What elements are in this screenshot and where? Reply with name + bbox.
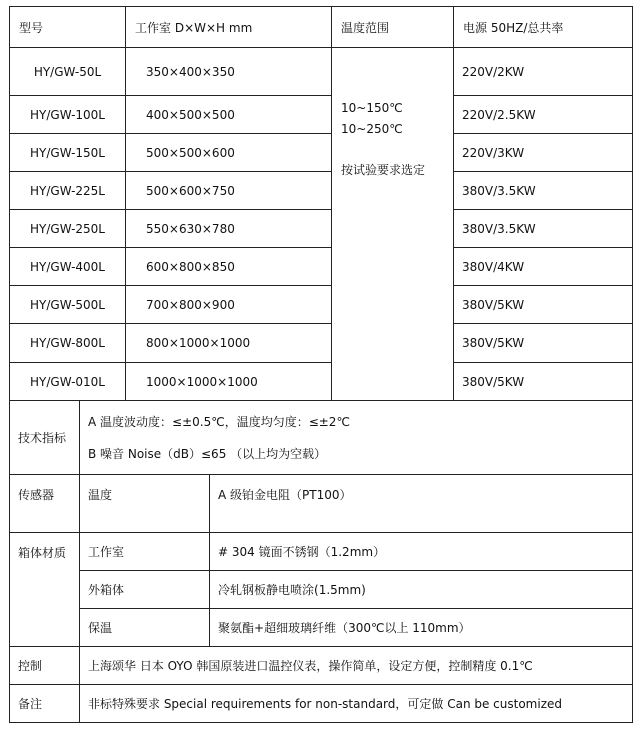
model-cell: HY/GW-800L [10,324,126,363]
size-cell: 500×600×750 [126,172,332,210]
power-cell: 220V/2.5KW [454,96,633,134]
material-row [10,609,633,647]
size-cell: 500×500×600 [126,134,332,172]
material-row [10,533,633,571]
material-value: # 304 镜面不锈钢（1.2mm） [210,533,633,571]
material-label: 箱体材质 [10,533,80,647]
material-sub: 工作室 [80,533,210,571]
temp-range-note: 按试验要求选定 [341,163,426,177]
tech-spec-value [80,401,633,475]
size-cell: 550×630×780 [126,210,332,248]
sensor-value: A 级铂金电阻（PT100） [210,475,633,533]
temp-range-cell [332,48,454,401]
header-model: 型号 [10,7,126,48]
table-row [10,324,633,363]
temp-range-1: 10~150℃ [341,101,403,115]
material-row [10,571,633,609]
table-row [10,286,633,324]
table-row [10,48,633,96]
tech-spec-a: A 温度波动度：≤±0.5℃，温度均匀度：≤±2℃ [88,414,350,429]
model-cell: HY/GW-010L [10,363,126,401]
size-cell: 800×1000×1000 [126,324,332,363]
size-cell: 600×800×850 [126,248,332,286]
model-cell: HY/GW-150L [10,134,126,172]
power-cell: 220V/2KW [454,48,633,96]
header-row [10,7,633,48]
material-value: 聚氨酯+超细玻璃纤维（300℃以上 110mm） [210,609,633,647]
size-cell: 700×800×900 [126,286,332,324]
sensor-sub: 温度 [80,475,210,533]
tech-spec-row [10,401,633,475]
power-cell: 380V/3.5KW [454,172,633,210]
power-cell: 380V/4KW [454,248,633,286]
table-row [10,210,633,248]
remark-row [10,685,633,723]
power-cell: 380V/5KW [454,363,633,401]
table-row [10,172,633,210]
table-row [10,248,633,286]
size-cell: 1000×1000×1000 [126,363,332,401]
tech-spec-label: 技术指标 [10,401,80,475]
material-sub: 外箱体 [80,571,210,609]
model-cell: HY/GW-400L [10,248,126,286]
header-power: 电源 50HZ/总共率 [454,7,633,48]
power-cell: 380V/3.5KW [454,210,633,248]
model-cell: HY/GW-250L [10,210,126,248]
control-label: 控制 [10,647,80,685]
table-row [10,96,633,134]
size-cell: 350×400×350 [126,48,332,96]
remark-value: 非标特殊要求 Special requirements for non-standard，可定做 Can be customized [80,685,633,723]
header-temp-range: 温度范围 [332,7,454,48]
model-cell: HY/GW-500L [10,286,126,324]
control-row [10,647,633,685]
table-row [10,134,633,172]
tech-spec-b: B 噪音 Noise（dB）≤65 （以上均为空载） [88,446,327,461]
power-cell: 380V/5KW [454,324,633,363]
power-cell: 220V/3KW [454,134,633,172]
remark-label: 备注 [10,685,80,723]
material-sub: 保温 [80,609,210,647]
model-cell: HY/GW-100L [10,96,126,134]
table-row [10,363,633,401]
temp-range-2: 10~250℃ [341,122,403,136]
power-cell: 380V/5KW [454,286,633,324]
sensor-label: 传感器 [10,475,80,533]
sensor-row [10,475,633,533]
material-value: 冷轧钢板静电喷涂(1.5mm) [210,571,633,609]
control-value: 上海颂华 日本 OYO 韩国原装进口温控仪表，操作简单，设定方便，控制精度 0.1℃ [80,647,633,685]
header-chamber: 工作室 D×W×H mm [126,7,332,48]
model-cell: HY/GW-50L [10,48,126,96]
spec-table [9,6,633,723]
size-cell: 400×500×500 [126,96,332,134]
model-cell: HY/GW-225L [10,172,126,210]
